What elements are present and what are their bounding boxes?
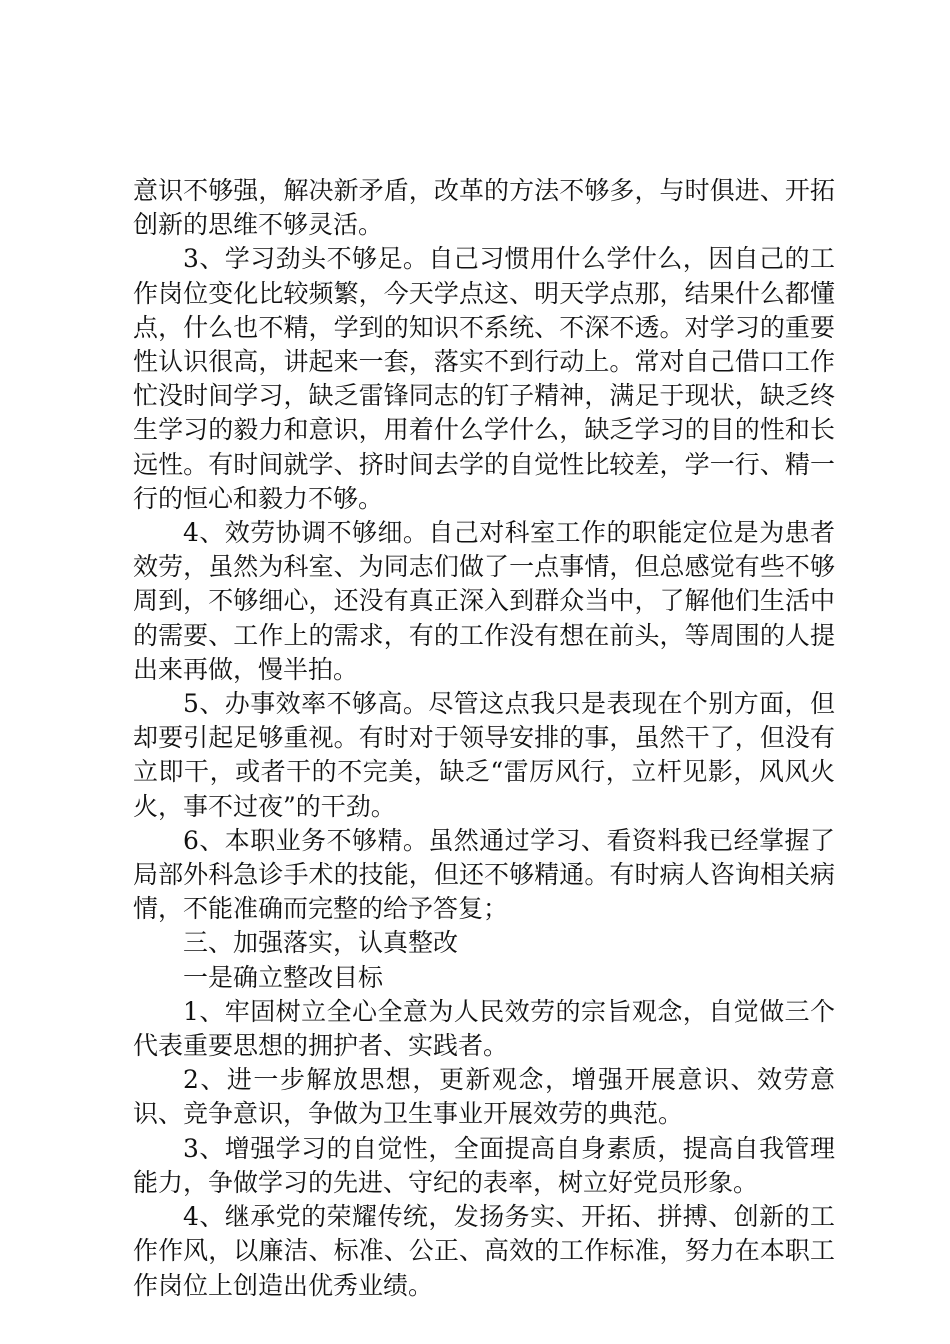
paragraph-8: 1、牢固树立全心全意为人民效劳的宗旨观念，自觉做三个代表重要思想的拥护者、实践者。 [133, 996, 835, 1061]
subsection-heading: 一是确立整改目标 [183, 962, 384, 992]
paragraph-10: 3、增强学习的自觉性，全面提高自身素质，提高自我管理能力，争做学习的先进、守纪的表率，树立好党员形象。 [133, 1133, 835, 1197]
paragraph-2: 3、学习劲头不够足。自己习惯用什么学什么，因自己的工作岗位变化比较频繁，今天学点这、明天学点那，结果什么都懂点，什么也不精，学到的知识不系统、不深不透。对学习的重要性认识很高，讲起来一套，落实不到行动上。常对自己借口工作忙没时间学习，缺乏雷锋同志的钉子精神，满足于现状，缺乏终生学习的毅力和意识，用着什么学什么，缺乏学习的目的性和长远性。有时间就学、挤时间去学的自觉性比较差，学一行、精一行的恒心和毅力不够。 [133, 244, 835, 513]
document-body [133, 174, 835, 1303]
paragraph-9: 2、进一步解放思想，更新观念，增强开展意识、效劳意识、竞争意识，争做为卫生事业开展效劳的典范。 [133, 1065, 835, 1129]
paragraph-4: 5、办事效率不够高。尽管这点我只是表现在个别方面，但却要引起足够重视。有时对于领导安排的事，虽然干了，但没有立即干，或者干的不完美，缺乏“雷厉风行，立杆见影，风风火火，事不过夜”的干劲。 [133, 689, 835, 821]
paragraph-1: 意识不够强，解决新矛盾，改革的方法不够多，与时俱进、开拓创新的思维不够灵活。 [133, 176, 835, 240]
paragraph-11: 4、继承党的荣耀传统，发扬务实、开拓、拼搏、创新的工作作风，以廉洁、标准、公正、高效的工作标准，努力在本职工作岗位上创造出优秀业绩。 [133, 1202, 835, 1300]
paragraph-3: 4、效劳协调不够细。自己对科室工作的职能定位是为患者效劳，虽然为科室、为同志们做了一点事情，但总感觉有些不够周到，不够细心，还没有真正深入到群众当中，了解他们生活中的需要、工作上的需求，有的工作没有想在前头，等周围的人提出来再做，慢半拍。 [133, 518, 835, 684]
section-heading: 三、加强落实，认真整改 [183, 928, 459, 958]
paragraph-5: 6、本职业务不够精。虽然通过学习、看资料我已经掌握了局部外科急诊手术的技能，但还不够精通。有时病人咨询相关病情，不能准确而完整的给予答复； [133, 825, 835, 924]
